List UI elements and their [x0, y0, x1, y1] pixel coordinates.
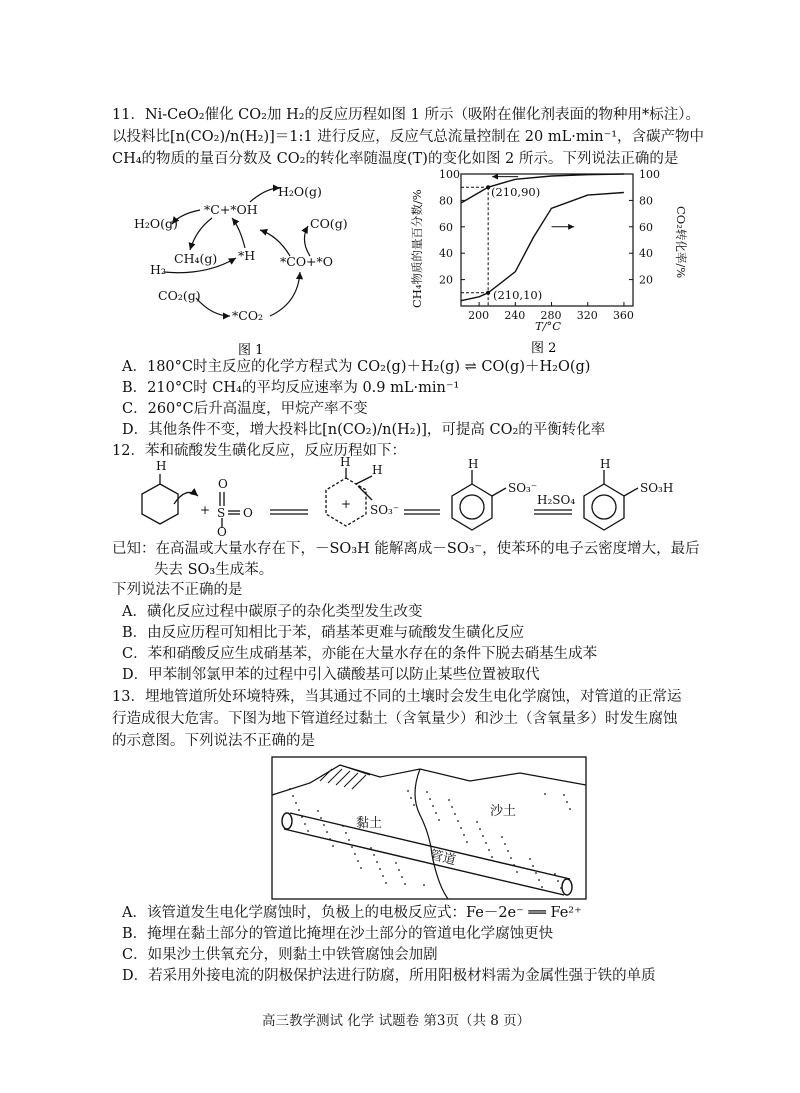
species-ch4: CH₄(g): [174, 251, 218, 266]
series-line-1: [461, 174, 624, 203]
species-co-o: *CO+*O: [280, 254, 334, 269]
mech-so3-s: S: [217, 506, 226, 520]
x-tick-label: 320: [576, 309, 598, 322]
y-tick-label-left: 60: [439, 220, 453, 234]
sand-dot: [326, 831, 328, 833]
sand-dot: [332, 845, 334, 847]
sand-dot: [429, 798, 431, 800]
y-tick-label-left: 40: [439, 247, 453, 261]
sand-dot: [404, 883, 406, 885]
q12-stem: 12．苯和硫酸发生磺化反应，反应历程如下：: [112, 443, 406, 459]
y-tick-label-right: 20: [639, 273, 653, 287]
sand-dot: [432, 805, 434, 807]
q13-option-c: C．如果沙土供氧充分，则黏土中铁管腐蚀会加剧: [122, 947, 438, 963]
sand-dot: [457, 820, 459, 822]
sand-dot: [354, 853, 356, 855]
sand-dot: [535, 872, 537, 874]
sand-dot: [292, 795, 294, 797]
y-tick-label-right: 40: [639, 247, 653, 261]
sand-dot: [289, 788, 291, 790]
mech-h-5: H: [600, 457, 611, 471]
sand-dot: [357, 860, 359, 862]
q11-option-b: B．210°C时 CH₄的平均反应速率为 0.9 mL·min⁻¹: [122, 380, 460, 396]
chart-plot-area: [439, 168, 660, 322]
sand-dot: [448, 799, 450, 801]
sand-dot: [382, 875, 384, 877]
q13-option-b: B．掩埋在黏土部分的管道比掩埋在沙土部分的管道电化学腐蚀更快: [122, 926, 554, 942]
species-h2: H₂: [150, 262, 166, 277]
y-tick-label-right: 100: [639, 168, 660, 181]
point-210-90: [486, 185, 490, 189]
label-sand: 沙土: [490, 804, 517, 819]
y-axis-label-right: CO₂转化率/%: [674, 206, 688, 279]
sand-dot: [529, 858, 531, 860]
sand-dot: [454, 813, 456, 815]
mech-so3-minus: SO₃⁻: [370, 503, 400, 517]
figure-1-caption: 图 1: [238, 343, 264, 358]
sand-dot: [563, 794, 565, 796]
sand-dot: [345, 832, 347, 834]
q13-line3: 的示意图。下列说法不正确的是: [112, 733, 315, 749]
q12-mechanism-diagram: [120, 456, 700, 536]
q12-option-d: D．甲苯制邻氯甲苯的过程中引入磺酸基可以防止某些位置被取代: [122, 667, 540, 683]
q12-option-b: B．由反应历程可知相比于苯，硝基苯更难与硫酸发生磺化反应: [122, 625, 525, 641]
sand-dot: [491, 856, 493, 858]
sand-dot: [510, 857, 512, 859]
sand-dot: [482, 835, 484, 837]
q12-known-line1: 已知：在高温或大量水存在下，－SO₃H 能解离成－SO₃⁻，使苯环的电子云密度增大，最后: [112, 541, 700, 557]
sand-dot: [557, 880, 559, 882]
sand-dot: [504, 843, 506, 845]
q13-pipe-diagram: [270, 755, 590, 905]
q11-line1: 11．Ni-CeO₂催化 CO₂加 H₂的反应历程如图 1 所示（吸附在催化剂表面的物种用*标注）。: [112, 107, 700, 123]
sand-dot: [463, 834, 465, 836]
sand-dot: [323, 824, 325, 826]
q12-known-line2: 失去 SO₃生成苯。: [154, 562, 274, 578]
sand-dot: [541, 886, 543, 888]
sand-dot: [485, 842, 487, 844]
sand-dot: [451, 806, 453, 808]
species-h-star: *H: [238, 248, 256, 263]
q11-line2: 以投料比[n(CO₂)/n(H₂)]＝1:1 进行反应，反应气总流量控制在 20 mL·min⁻¹，含碳产物中: [112, 129, 705, 145]
species-h2o-left: H₂O(g): [134, 216, 178, 231]
label-clay: 黏土: [356, 816, 383, 831]
sand-dot: [295, 802, 297, 804]
sand-dot: [320, 817, 322, 819]
q11-option-a: A．180°C时主反应的化学方程式为 CO₂(g)＋H₂(g) ⇌ CO(g)＋H₂O(g): [122, 359, 591, 375]
sand-dot: [317, 810, 319, 812]
mech-plus: +: [200, 503, 211, 517]
sand-dot: [544, 793, 546, 795]
q11-line3: CH₄的物质的量百分数及 CO₂的转化率随温度(T)的变化如图 2 所示。下列说法正确的是: [112, 151, 679, 167]
q13-option-a: A．该管道发生电化学腐蚀时，负极上的电极反应式：Fe－2e⁻ ══ Fe²⁺: [122, 905, 582, 921]
sand-dot: [501, 836, 503, 838]
label-pipe: 管道: [428, 847, 458, 869]
y-axis-label-left: CH₄物质的量百分数/%: [410, 189, 424, 308]
y-tick-label-left: 20: [439, 273, 453, 287]
species-co2-g: CO₂(g): [158, 288, 201, 303]
y-tick-label-right: 60: [639, 220, 653, 234]
sand-dot: [466, 841, 468, 843]
mech-so3-o-top: O: [218, 477, 228, 491]
sand-dot: [407, 790, 409, 792]
sand-dot: [298, 809, 300, 811]
x-axis-label: T/°C: [535, 319, 562, 333]
sand-dot: [373, 854, 375, 856]
sand-dot: [476, 821, 478, 823]
q12-prompt: 下列说法不正确的是: [112, 582, 243, 598]
sand-dot: [395, 862, 397, 864]
sand-dot: [423, 884, 425, 886]
y-tick-label-left: 80: [439, 194, 453, 208]
sand-dot: [435, 812, 437, 814]
sand-dot: [566, 801, 568, 803]
sand-dot: [401, 876, 403, 878]
sand-dot: [385, 882, 387, 884]
species-h2o-top: H₂O(g): [278, 184, 322, 199]
q11-option-d: D．其他条件不变，增大投料比[n(CO₂)/n(H₂)]，可提高 CO₂的平衡转化率: [122, 422, 606, 438]
sand-dot: [413, 804, 415, 806]
mech-h-1: H: [156, 459, 167, 473]
species-co2-star: *CO₂: [232, 308, 264, 323]
q11-option-c: C．260°C后升高温度，甲烷产率不变: [122, 401, 368, 417]
sand-dot: [569, 808, 571, 810]
sand-dot: [398, 869, 400, 871]
mech-reagent: H₂SO₄: [537, 493, 576, 507]
sand-dot: [507, 850, 509, 852]
sand-dot: [538, 879, 540, 881]
sand-dot: [488, 849, 490, 851]
sand-dot: [516, 871, 518, 873]
sand-dot: [410, 797, 412, 799]
q12-option-c: C．苯和硝酸反应生成硝基苯，亦能在大量水存在的条件下脱去硝基生成苯: [122, 646, 598, 662]
x-tick-label: 280: [540, 309, 562, 322]
sand-dot: [460, 827, 462, 829]
mech-h-4: H: [468, 457, 479, 471]
mech-so3-o-right: O: [243, 506, 253, 520]
x-tick-label: 200: [468, 309, 490, 322]
x-tick-label: 360: [612, 309, 634, 322]
figure-1-reaction-pathway: [120, 168, 420, 358]
mech-h-2: H: [340, 456, 351, 469]
annotation-210-10: (210,10): [493, 288, 543, 302]
species-co-g: CO(g): [310, 216, 348, 231]
species-c-oh: *C+*OH: [204, 202, 258, 217]
series-line-2: [461, 193, 624, 301]
sand-dot: [360, 867, 362, 869]
sand-dot: [379, 868, 381, 870]
y-tick-label-left: 100: [439, 168, 460, 181]
q13-line2: 行造成很大危害。下图为地下管道经过黏土（含氧量少）和沙土（含氧量多）时发生腐蚀: [112, 711, 678, 727]
q13-option-d: D．若采用外接电流的阴极保护法进行防腐，所用阳极材料需为金属性强于铁的单质: [122, 968, 656, 984]
sand-dot: [304, 823, 306, 825]
mech-so3-o-bottom: O: [217, 525, 227, 536]
sand-dot: [532, 865, 534, 867]
sand-dot: [479, 828, 481, 830]
x-tick-label: 240: [504, 309, 526, 322]
mech-h-3: H: [372, 463, 383, 477]
sand-dot: [438, 819, 440, 821]
point-210-10: [486, 291, 490, 295]
sand-dot: [376, 861, 378, 863]
figure-2-chart: [405, 166, 695, 356]
mech-so3-minus-product: SO₃⁻: [508, 481, 538, 495]
sand-dot: [370, 847, 372, 849]
mech-plus-charge: +: [341, 497, 352, 511]
sand-dot: [348, 839, 350, 841]
q13-line1: 13．埋地管道所处环境特殊，当其通过不同的土壤时会发生电化学腐蚀，对管道的正常运: [112, 689, 682, 705]
q12-option-a: A．磺化反应过程中碳原子的杂化类型发生改变: [122, 604, 423, 620]
sand-dot: [351, 846, 353, 848]
sand-dot: [307, 830, 309, 832]
annotation-210-90: (210,90): [491, 185, 541, 199]
sand-dot: [426, 791, 428, 793]
y-tick-label-right: 80: [639, 194, 653, 208]
figure-2-caption: 图 2: [531, 341, 557, 356]
page-footer: 高三教学测试 化学 试题卷 第3页（共 8 页）: [262, 1013, 531, 1029]
mech-so3h: SO₃H: [640, 481, 674, 495]
